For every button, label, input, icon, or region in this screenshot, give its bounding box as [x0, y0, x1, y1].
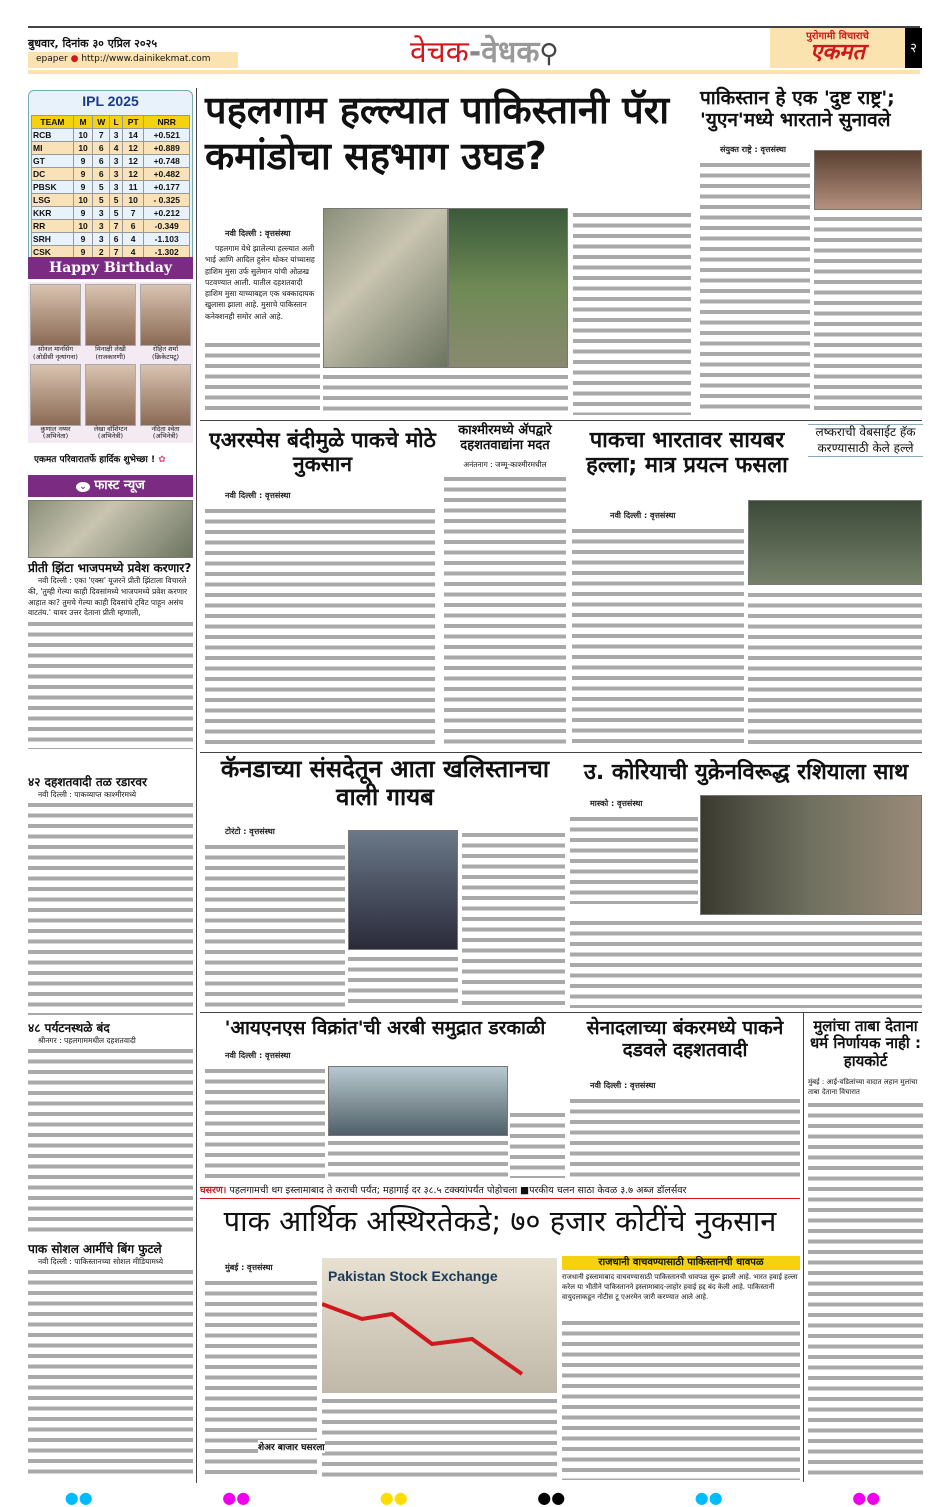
- economy-headline: पाक आर्थिक अस्थिरतेकडे; ७० हजार कोटींचे नुकसान: [223, 1204, 777, 1238]
- birthday-person: [85, 364, 136, 442]
- person-photo: [140, 284, 191, 346]
- person-name: नंदिता श्वेता: [151, 424, 180, 433]
- airspace-headline: एअरस्पेस बंदीमुळे पाकचे मोठे नुकसान: [209, 428, 436, 477]
- body-text: [323, 372, 568, 417]
- flower-icon: ✿: [158, 455, 166, 465]
- dateline: नवी दिल्ली : वृत्तसंस्था: [610, 511, 676, 520]
- birthday-person: [30, 364, 81, 442]
- ipl-cell: - 0.325: [144, 194, 190, 207]
- ipl-cell: 3: [93, 207, 110, 220]
- dateline: संयुक्त राष्ट्रे : वृत्तसंस्था: [720, 145, 786, 154]
- ipl-column-header: L: [110, 116, 123, 129]
- ipl-cell: 7: [122, 207, 143, 220]
- ipl-cell: +0.482: [144, 168, 190, 181]
- ticker-label: घसरण।: [200, 1185, 227, 1196]
- suspect-photo: [323, 208, 448, 368]
- body-text: [814, 214, 922, 414]
- politician-photo: [348, 830, 458, 950]
- fast-news-item: [28, 1022, 193, 1236]
- birthday-wish-text: एकमत परिवारातर्फे हार्दिक शुभेच्छा !: [34, 455, 156, 465]
- epaper-bar: [28, 52, 238, 68]
- body-text: [205, 340, 320, 415]
- ipl-cell: +0.521: [144, 129, 190, 142]
- ipl-cell: 10: [73, 129, 92, 142]
- ipl-cell: 7: [110, 246, 123, 259]
- ipl-cell: +0.889: [144, 142, 190, 155]
- ipl-cell: PBSK: [32, 181, 74, 194]
- body-text: [205, 842, 345, 1007]
- leaders-photo: [700, 795, 922, 915]
- ipl-cell: 2: [93, 246, 110, 259]
- stock-exchange-caption: Pakistan Stock Exchange: [328, 1268, 498, 1284]
- un-meeting-photo: [814, 150, 922, 210]
- body-text: [348, 954, 458, 1007]
- ipl-cell: -1.103: [144, 233, 190, 246]
- main-headline: पहलगाम हल्ल्यात पाकिस्तानी पॅरा कमांडोचा सहभाग उघड?: [205, 88, 670, 178]
- birthday-banner: Happy Birthday: [28, 257, 193, 279]
- ipl-cell: 12: [122, 155, 143, 168]
- ipl-points-table: [31, 115, 190, 259]
- ipl-cell: 5: [93, 194, 110, 207]
- capital-headline: राजधानी वाचवण्यासाठी पाकिस्तानची धावपळ: [562, 1256, 800, 1270]
- ipl-cell: SRH: [32, 233, 74, 246]
- body-text: [462, 830, 565, 1007]
- header-underline: [28, 70, 920, 74]
- ipl-cell: 12: [122, 142, 143, 155]
- fast-news-lead: श्रीनगर : पहलगाममधील दहशतवादी: [38, 1035, 136, 1045]
- body-text: [328, 1138, 508, 1178]
- ipl-cell: 6: [122, 220, 143, 233]
- section-logo: वेचक-वेधक⚲: [410, 35, 559, 70]
- dateline: नवी दिल्ली : वृत्तसंस्था: [225, 1051, 291, 1060]
- ipl-team-row: [32, 168, 190, 181]
- ipl-team-row: [32, 220, 190, 233]
- epaper-label: epaper: [36, 54, 68, 64]
- ipl-cell: -0.349: [144, 220, 190, 233]
- brand-logo: एकमत: [810, 40, 865, 65]
- ipl-team-row: [32, 207, 190, 220]
- ipl-table-box: [28, 90, 193, 262]
- ipl-cell: 6: [93, 142, 110, 155]
- fast-news-banner: [28, 475, 193, 497]
- kashmir-headline: काश्मीरमध्ये ॲपद्वारे दहशतवाद्यांना मदत: [458, 423, 552, 453]
- brand-tagline: पुरोगामी विचाराचे: [806, 31, 869, 42]
- page-number: २: [905, 28, 922, 68]
- chevron-down-icon: ⌄: [76, 482, 90, 492]
- ipl-cell: 10: [73, 220, 92, 233]
- ipl-cell: 11: [122, 181, 143, 194]
- ipl-cell: 10: [122, 194, 143, 207]
- column-divider: [196, 88, 197, 1483]
- person-role: (अभिनेता): [42, 432, 69, 441]
- fast-news-lead: नवी दिल्ली : पाकिस्तानच्या सोशल मीडियामध्ये: [38, 1256, 164, 1266]
- person-role: (अभिनेत्री): [152, 432, 179, 441]
- ipl-cell: 9: [73, 246, 92, 259]
- ipl-cell: +0.212: [144, 207, 190, 220]
- body-text: [28, 1046, 193, 1236]
- person-photo: [140, 364, 191, 426]
- ipl-cell: 6: [110, 233, 123, 246]
- person-photo: [85, 364, 136, 426]
- birthday-person: [30, 284, 81, 362]
- fast-news-lead: नवी दिल्ली : पाकव्याप्त काश्मीरमध्ये: [38, 789, 137, 799]
- ipl-cell: 3: [110, 129, 123, 142]
- column-divider: [803, 1012, 804, 1482]
- cyber-headline: पाकचा भारतावर सायबर हल्ला; मात्र प्रयत्न फसला: [586, 428, 788, 479]
- body-text: [205, 1066, 325, 1178]
- ipl-team-row: [32, 129, 190, 142]
- ipl-cell: 9: [73, 168, 92, 181]
- body-text: [570, 814, 698, 904]
- row-divider: [200, 420, 922, 421]
- vikrant-headline: 'आयएनएस विक्रांत'ची अरबी समुद्रात डरकाळी: [224, 1017, 546, 1039]
- ipl-cell: RCB: [32, 129, 74, 142]
- ipl-column-header: PT: [122, 116, 143, 129]
- ipl-cell: 7: [93, 129, 110, 142]
- ipl-cell: +0.177: [144, 181, 190, 194]
- ipl-cell: -1.302: [144, 246, 190, 259]
- ipl-team-row: [32, 194, 190, 207]
- body-text: [748, 590, 922, 746]
- ipl-cell: 4: [122, 233, 143, 246]
- ipl-cell: 9: [73, 233, 92, 246]
- body-text: [808, 1100, 923, 1480]
- ipl-cell: RR: [32, 220, 74, 233]
- person-role: (अभिनेत्री): [97, 432, 124, 441]
- ipl-cell: 14: [122, 129, 143, 142]
- section-logo-a: वेचक: [410, 35, 469, 70]
- ipl-cell: KKR: [32, 207, 74, 220]
- falling-graph-icon: [322, 1294, 557, 1384]
- dateline: मुंबई : वृत्तसंस्था: [225, 1263, 273, 1272]
- ipl-cell: CSK: [32, 246, 74, 259]
- ipl-column-header: W: [93, 116, 110, 129]
- fast-news-photo: [28, 500, 193, 558]
- person-name: मिनाक्षी लेखी: [95, 345, 126, 353]
- ipl-cell: 3: [110, 155, 123, 168]
- globe-icon: ●: [70, 54, 79, 64]
- body-text: [562, 1318, 800, 1480]
- ipl-cell: +0.748: [144, 155, 190, 168]
- brand-box: [770, 28, 905, 68]
- person-role: (ओडीसी नृत्यांगना): [33, 352, 78, 361]
- ipl-cell: MI: [32, 142, 74, 155]
- body-text: [570, 918, 922, 1008]
- ipl-cell: 5: [93, 181, 110, 194]
- ipl-cell: 6: [93, 168, 110, 181]
- un-headline: पाकिस्तान हे एक 'दुष्ट राष्ट्र'; 'युएन'मध्ये भारताने सुनावले: [700, 87, 895, 131]
- birthday-person: [140, 364, 191, 442]
- news-ticker: [200, 1183, 800, 1199]
- ipl-cell: 5: [110, 207, 123, 220]
- person-photo: [85, 284, 136, 346]
- ipl-cell: 4: [110, 142, 123, 155]
- ipl-cell: 3: [110, 181, 123, 194]
- person-name: कुणाल नय्यर: [40, 424, 71, 433]
- ipl-cell: 3: [93, 220, 110, 233]
- ipl-column-header: TEAM: [32, 116, 74, 129]
- ipl-team-row: [32, 233, 190, 246]
- fast-news-item: [28, 776, 193, 1015]
- ipl-column-header: M: [73, 116, 92, 129]
- person-name: लेखा वॉशिंग्टन: [93, 424, 128, 433]
- body-text: [510, 1110, 565, 1178]
- ipl-cell: 10: [73, 194, 92, 207]
- fast-news-item: [28, 1243, 193, 1477]
- ipl-cell: 12: [122, 168, 143, 181]
- dateline: टोरंटो : वृत्तसंस्था: [225, 827, 275, 836]
- army-patrol-photo: [448, 208, 568, 368]
- row-divider: [200, 1012, 922, 1013]
- birthday-person: [85, 284, 136, 362]
- ipl-cell: 10: [73, 142, 92, 155]
- body-text: [572, 526, 744, 746]
- issue-date: बुधवार, दिनांक ३० एप्रिल २०२५: [28, 37, 158, 50]
- fast-news-title: फास्ट न्यूज: [94, 478, 145, 493]
- birthday-grid: [28, 282, 193, 443]
- ipl-cell: LSG: [32, 194, 74, 207]
- person-photo: [30, 284, 81, 346]
- main-lead: पहलगाम येथे झालेल्या हल्ल्यात अली भाई आणि आदिल हुसेन थोकर यांच्यासह हाशिम मुसा उर्फ सुलेमान यांची ओळख पटवण्यात आली. यातील दहशतवादी हाशिम मुसा याच्याबद्दल एक धक्कादायक खुलासा झाला आहे. मुसाचे पाकिस्तान कनेक्शनही समोर आले आहे.: [205, 244, 315, 321]
- ipl-team-row: [32, 142, 190, 155]
- dateline: नवी दिल्ली : वृत्तसंस्था: [225, 229, 291, 238]
- court-headline: मुलांचा ताबा देताना धर्म निर्णायक नाही : हायकोर्ट: [809, 1017, 922, 1070]
- dateline: मुंबई : आई-वडिलांच्या वादात लहान मुलांचा ताबा देताना विचारात: [808, 1078, 918, 1096]
- ipl-cell: 3: [93, 233, 110, 246]
- dateline: मास्को : वृत्तसंस्था: [590, 799, 643, 808]
- aircraft-carrier-photo: [328, 1066, 508, 1136]
- ipl-column-header: NRR: [144, 116, 190, 129]
- ipl-cell: 5: [110, 194, 123, 207]
- ticker-text: पहलगामची धग इस्लामाबाद ते कराची पर्यंत; महागाई दर ३८.५ टक्क्यांपर्यंत पोहोचला ■परकीय चलन साठा केवळ ३.७ अब्ज डॉलर्सवर: [229, 1185, 687, 1196]
- dateline: नवी दिल्ली : वृत्तसंस्था: [590, 1081, 656, 1090]
- stock-exchange-photo: [322, 1258, 557, 1393]
- row-divider: [200, 752, 922, 753]
- ipl-cell: 4: [122, 246, 143, 259]
- body-text: [573, 210, 691, 415]
- body-text: [28, 800, 193, 1015]
- body-text: [322, 1396, 557, 1480]
- ipl-cell: DC: [32, 168, 74, 181]
- body-text: [700, 160, 810, 415]
- birthday-person: [140, 284, 191, 362]
- ipl-cell: 6: [93, 155, 110, 168]
- bunker-headline: सेनादलाच्या बंकरमध्ये पाकने दडवले दहशतवादी: [586, 1017, 784, 1061]
- ipl-cell: GT: [32, 155, 74, 168]
- fast-news-headline: पाक सोशल आर्मीचे बिंग फुटले: [28, 1242, 162, 1256]
- ipl-cell: 7: [110, 220, 123, 233]
- dateline: अनंतनाग : जम्मू-काश्मीरमधील: [463, 460, 547, 469]
- ipl-title: IPL 2025: [82, 93, 139, 109]
- fast-news-item: [28, 562, 193, 749]
- fast-news-headline: ४२ दहशतवादी तळ रडारवर: [28, 775, 147, 789]
- section-logo-b: वेधक: [481, 35, 540, 70]
- ipl-team-row: [32, 155, 190, 168]
- magnifier-icon: ⚲: [539, 39, 559, 69]
- ipl-cell: 9: [73, 181, 92, 194]
- person-photo: [30, 364, 81, 426]
- ipl-cell: 3: [110, 168, 123, 181]
- fast-news-headline: ४८ पर्यटनस्थळे बंद: [28, 1021, 110, 1035]
- birthday-wish: [28, 452, 193, 465]
- dateline: नवी दिल्ली : वृत्तसंस्था: [225, 491, 291, 500]
- print-registration-marks: ●● ●● ●● ●● ●● ●●: [64, 1488, 881, 1507]
- fast-news-headline: प्रीती झिंटा भाजपमध्ये प्रवेश करणार?: [28, 561, 192, 575]
- person-role: (राजकारणी): [95, 352, 126, 361]
- person-role: (क्रिकेटपटू): [152, 352, 179, 361]
- economy-subhead: शेअर बाजार घसरला: [258, 1440, 325, 1453]
- korea-headline: उ. कोरियाची युक्रेनविरूद्ध रशियाला साथ: [583, 760, 909, 785]
- website-link[interactable]: http://www.dainikekmat.com: [81, 54, 211, 64]
- body-text: [570, 1096, 800, 1178]
- ipl-team-row: [32, 181, 190, 194]
- body-text: [205, 506, 435, 746]
- body-text: [444, 474, 566, 746]
- body-text: [28, 619, 193, 749]
- person-name: रोहित शर्मा: [152, 345, 179, 353]
- soldiers-photo: [748, 500, 922, 585]
- person-name: सोनल मानसिंग: [37, 345, 74, 353]
- ipl-cell: 9: [73, 207, 92, 220]
- ipl-cell: 9: [73, 155, 92, 168]
- body-text: [28, 1267, 193, 1477]
- cyber-sidebar: लष्कराची वेबसाईट हॅक करण्यासाठी केले हल्ले: [808, 424, 923, 457]
- fast-news-lead: नवी दिल्ली : एका 'एक्स' यूजरने प्रीती झिंटाला विचारले की, 'तुम्ही गेल्या काही दिवसांमध्ये भाजपमध्ये प्रवेश करणार आहात का? तुमचे गेल्या काही दिवसांचे ट्विट पाहून असंच वाटतंय.' यावर उत्तर देताना प्रीती म्हणाली,: [28, 575, 188, 618]
- canada-headline: कॅनडाच्या संसदेतून आता खलिस्तानचा वाली गायब: [220, 755, 550, 811]
- capital-lead: राजधानी इस्लामाबाद वाचवण्यासाठी पाकिस्तानची धावपळ सुरू झाली आहे. भारत हवाई हल्ला करेल या भीतीने पाकिस्तानने इस्लामाबाद-लाहोर हवाई हद्द बंद केली आहे. पाकिस्तानी वायुदलाकडून नोटीस टू एअरमेन जारी करण्यात आले आहे.: [562, 1273, 798, 1302]
